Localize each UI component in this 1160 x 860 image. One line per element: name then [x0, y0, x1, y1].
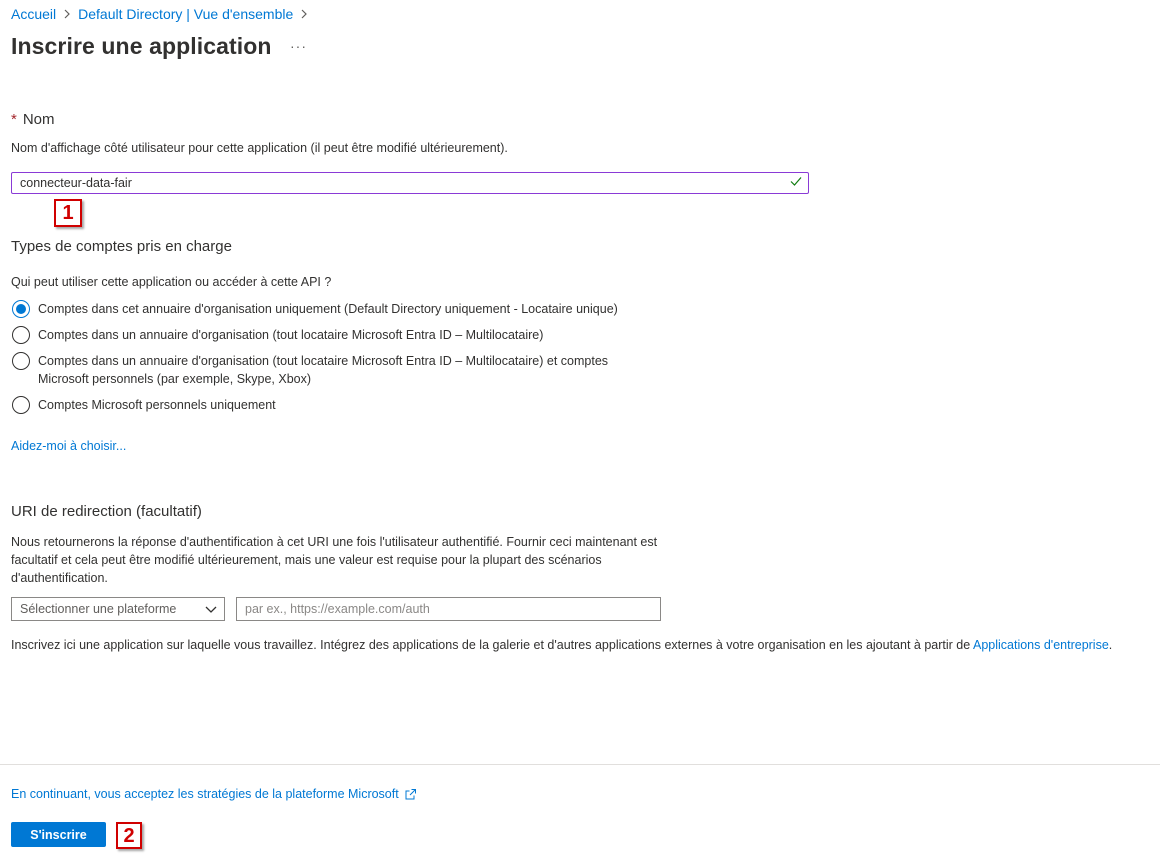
account-option-personal-only[interactable] [12, 396, 276, 414]
redirect-uri-description [11, 533, 657, 587]
enterprise-apps-link[interactable]: Applications d'entreprise [972, 638, 1109, 652]
redirect-uri-label: URI de redirection (facultatif) [11, 503, 202, 520]
help-me-choose-link[interactable]: Aidez-moi à choisir... [11, 439, 127, 453]
chevron-right-icon [63, 7, 71, 22]
chevron-right-icon [300, 7, 308, 22]
more-icon[interactable]: ··· [290, 38, 307, 54]
name-label [11, 111, 55, 128]
footer-divider [0, 764, 1160, 765]
account-option-label: Comptes dans un annuaire d'organisation (tout locataire Microsoft Entra ID – Multilocataire) [38, 328, 544, 342]
info-text [11, 638, 1112, 652]
platform-select-value: Sélectionner une plateforme [20, 602, 177, 616]
account-option-label [38, 352, 608, 388]
account-option-label-line1: Comptes dans un annuaire d'organisation (tout locataire Microsoft Entra ID – Multilocataire) et comptes [38, 354, 609, 368]
chevron-down-icon [204, 602, 218, 619]
redirect-desc-line2: facultatif et cela peut être modifié ultérieurement, mais une valeur est requise pour la plupart des scénarios [11, 553, 602, 567]
annotation-marker-2: 2 [116, 822, 142, 849]
redirect-desc-line3: d'authentification. [11, 571, 108, 585]
external-link-icon[interactable] [404, 788, 417, 801]
breadcrumb-directory-link[interactable]: Default Directory | Vue d'ensemble [78, 6, 294, 22]
name-input-box [11, 172, 809, 194]
name-help-text: Nom d'affichage côté utilisateur pour cette application (il peut être modifié ultérieurement). [11, 141, 508, 155]
account-option-label: Comptes Microsoft personnels uniquement [38, 398, 276, 412]
breadcrumb [11, 6, 315, 22]
account-types-question: Qui peut utiliser cette application ou accéder à cette API ? [11, 275, 332, 289]
info-text-body: Inscrivez ici une application sur laquelle vous travaillez. Intégrez des applications de la galerie et d'autres applications externes à votre organisation en les ajoutant à partir de [11, 638, 973, 652]
account-option-multi-tenant-personal[interactable] [12, 352, 608, 388]
account-option-multi-tenant[interactable] [12, 326, 543, 344]
policy-link-row [11, 787, 417, 801]
radio-button[interactable] [12, 396, 30, 414]
account-types-label: Types de comptes pris en charge [11, 238, 232, 255]
name-label-text: Nom [22, 111, 55, 128]
radio-button[interactable] [12, 326, 30, 344]
required-mark: * [11, 111, 17, 128]
platform-select[interactable] [11, 597, 225, 621]
annotation-marker-1: 1 [54, 199, 82, 227]
account-option-single-tenant[interactable] [12, 300, 618, 318]
name-input[interactable] [12, 173, 780, 193]
radio-button[interactable] [12, 352, 30, 370]
radio-button-selected[interactable] [12, 300, 30, 318]
account-option-label-line2: Microsoft personnels (par exemple, Skype, Xbox) [38, 372, 312, 386]
platform-policy-link[interactable]: En continuant, vous acceptez les stratégies de la plateforme Microsoft [11, 787, 399, 801]
page-title: Inscrire une application [11, 33, 272, 59]
checkmark-icon [789, 174, 803, 193]
redirect-uri-box [236, 597, 661, 621]
redirect-uri-input[interactable] [237, 598, 655, 620]
account-option-label: Comptes dans cet annuaire d'organisation uniquement (Default Directory uniquement - Locataire unique) [38, 302, 618, 316]
redirect-desc-line1: Nous retournerons la réponse d'authentification à cet URI une fois l'utilisateur authentifié. Fournir ceci maintenant est [11, 535, 658, 549]
breadcrumb-home-link[interactable]: Accueil [11, 6, 57, 22]
info-text-suffix: . [1108, 638, 1113, 652]
register-button[interactable]: S'inscrire [11, 822, 106, 847]
